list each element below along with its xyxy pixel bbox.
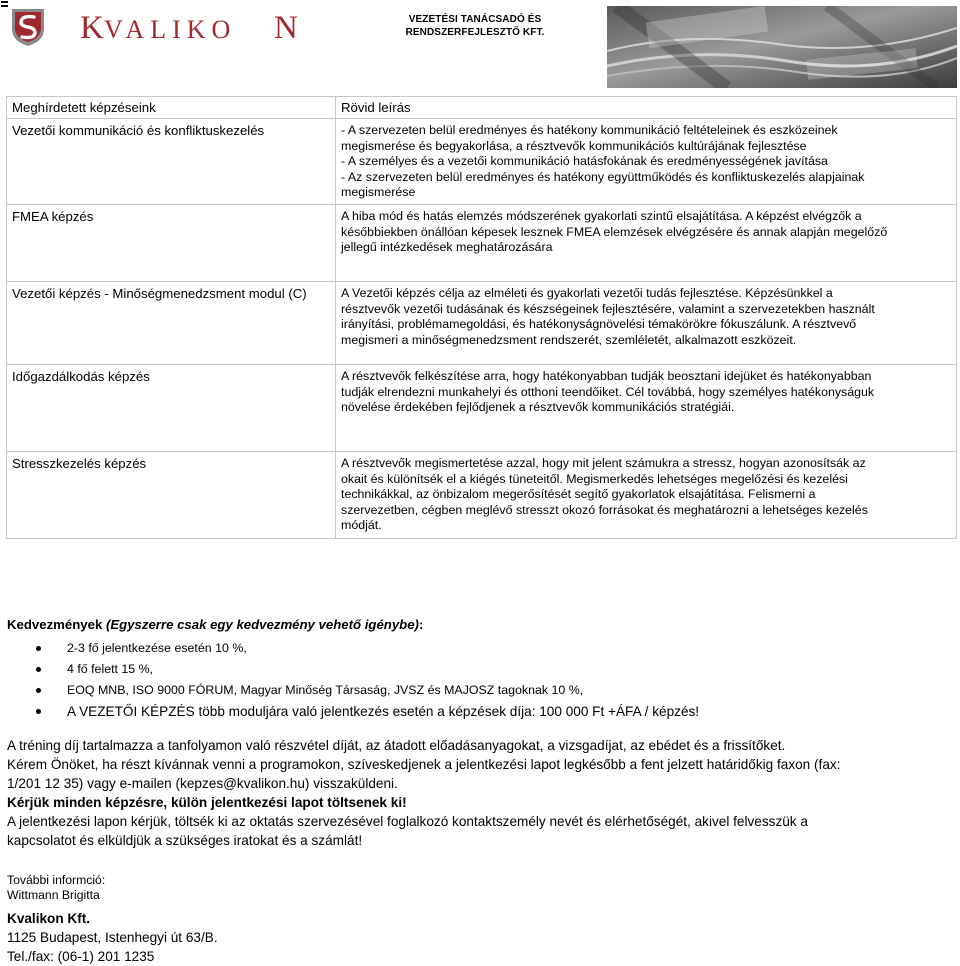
training-description — [336, 282, 957, 365]
description-line: tudják elrendezni munkahelyi és otthoni teendőiket. Cél továbbá, hogy személyes hatékonyságuk — [341, 384, 875, 399]
benefits-title-colon: : — [418, 617, 424, 632]
table-row — [7, 205, 957, 282]
training-name: Vezetői kommunikáció és konfliktuskezelés — [7, 119, 336, 205]
description-line: növelése érdekében fejlődjenek a résztvevők kommunikációs stratégiái. — [341, 400, 735, 415]
description-line: okait és különítsék el a kiégés tüneteitől. Megismerkedés lehetséges megelőzési és kezelési — [341, 471, 848, 486]
company-heading-line2: RENDSZERFEJLESZTŐ KFT. — [405, 27, 545, 38]
description-line: - Az szervezeten belül eredményes és hatékony együttműködés és konfliktuskezelés alapjainak — [341, 169, 865, 184]
training-name: Stresszkezelés képzés — [7, 452, 336, 539]
svg-text:K: K — [80, 10, 105, 46]
description-line: A résztvevők megismertetése azzal, hogy mit jelent számukra a stressz, hogyan azonosítsák az — [341, 456, 866, 471]
description-line: A hiba mód és hatás elemzés módszerének gyakorlati szintű elsajátítása. A képzést elvégzők a — [341, 209, 862, 224]
description-line: későbbiekben önállóan képesek lesznek FMEA elemzések elvégzésére és annak alapján megelőző — [341, 224, 888, 239]
list-item — [7, 659, 952, 680]
benefit-text: 4 fő felett 15 %, — [67, 662, 154, 676]
description-line: A résztvevők felkészítése arra, hogy hatékonyabban tudják beosztani idejüket és hatékonyabban — [341, 369, 872, 384]
description-line: résztvevők vezetői tudásának és készségeinek fejlesztésére, valamint a szervezetekben használt — [341, 301, 875, 316]
contact-address: 1125 Budapest, Istenhegyi út 63/B. — [7, 930, 218, 945]
description-line: A Vezetői képzés célja az elméleti és gyakorlati vezetői tudás fejlesztése. Képzésünkkel a — [341, 286, 833, 301]
description-line: szervezetben, cégben meglévő stresszt okozó forrásokat és meghatározni a lehetséges kezelés — [341, 502, 868, 517]
header-photo — [607, 6, 957, 88]
training-name: FMEA képzés — [7, 205, 336, 282]
training-name: Időgazdálkodás képzés — [7, 365, 336, 452]
contact-section — [7, 873, 407, 966]
contact-phone: Tel./fax: (06-1) 201 1235 — [7, 949, 155, 964]
registration-request-line2: 1/201 12 35) vagy e-mailen (kepzes@kvalikon.hu) visszaküldeni. — [7, 776, 398, 791]
registration-request-text — [7, 755, 952, 793]
benefits-title-note: (Egyszerre csak egy kedvezmény vehető igénybe) — [105, 617, 419, 632]
description-line: technikákkal, az önbizalom megerősítését segítő gyakorlatok elsajátítása. Felismerni a — [341, 487, 816, 502]
table-row — [7, 452, 957, 539]
benefits-section — [7, 617, 952, 722]
bullet-icon — [36, 646, 41, 651]
list-item — [7, 638, 952, 659]
description-line: módját. — [341, 518, 382, 533]
svg-text:N: N — [274, 10, 298, 46]
fee-includes-text: A tréning díj tartalmazza a tanfolyamon való részvétel díját, az átadott előadásanyagokat, a vizsgadíjat, az ebédet és a frissítőket. — [7, 738, 786, 753]
training-description — [336, 365, 957, 452]
training-description — [336, 205, 957, 282]
bullet-icon — [36, 709, 41, 714]
company-heading — [380, 13, 570, 39]
description-line: - A személyes és a vezetői kommunikáció hatásfokának és eredményességének javítása — [341, 154, 828, 169]
benefit-text: EOQ MNB, ISO 9000 FÓRUM, Magyar Minőség Társaság, JVSZ és MAJOSZ tagoknak 10 %, — [67, 683, 584, 697]
company-heading-line1: VEZETÉSI TANÁCSADÓ ÉS — [408, 14, 542, 25]
kvalikon-logo — [8, 5, 320, 47]
benefits-title-main: Kedvezmények — [7, 617, 106, 632]
contact-person-request-line1: A jelentkezési lapon kérjük, töltsék ki az oktatás szervezésével foglalkozó kontaktszemély nevét és elérhetőségét, akivel felvesszük a — [7, 814, 808, 829]
contact-person-request-text — [7, 812, 952, 850]
benefit-text: 2-3 fő jelentkezése esetén 10 %, — [67, 641, 247, 655]
corner-marker — [1, 1, 8, 7]
benefit-text: A VEZETŐI KÉPZÉS több moduljára való jelentkezés esetén a képzések díja: 100 000 Ft +ÁFA / képzés! — [67, 704, 700, 719]
description-line: - A szervezeten belül eredményes és hatékony kommunikáció feltételeinek és eszközeinek — [341, 123, 838, 138]
list-item — [7, 701, 952, 722]
contact-company: Kvalikon Kft. — [7, 911, 91, 926]
further-info-label: További informció: — [7, 873, 106, 887]
table-row — [7, 365, 957, 452]
col-header-description: Rövid leírás — [336, 97, 957, 119]
table-row — [7, 282, 957, 365]
description-line: jellegű intézkedések meghatározására — [341, 240, 553, 255]
separate-form-notice: Kérjük minden képzésre, külön jelentkezési lapot töltsenek ki! — [7, 795, 407, 810]
training-description — [336, 119, 957, 205]
svg-text:VALIKO: VALIKO — [104, 15, 237, 44]
description-line: megismerése — [341, 185, 416, 200]
registration-request-line1: Kérem Önöket, ha részt kívánnak venni a programokon, szíveskedjenek a jelentkezési lapot legkésőbb a fent jelzett határidőkig faxon (fax: — [7, 757, 841, 772]
benefits-title — [7, 617, 952, 632]
col-header-trainings: Meghírdetett képzéseink — [7, 97, 336, 119]
contact-person: Wittmann Brigitta — [7, 888, 100, 902]
bullet-icon — [36, 688, 41, 693]
training-name: Vezetői képzés - Minőségmenedzsment modul (C) — [7, 282, 336, 365]
bullet-icon — [36, 667, 41, 672]
trainings-table — [6, 96, 957, 539]
training-description — [336, 452, 957, 539]
list-item — [7, 680, 952, 701]
notes-section — [7, 736, 952, 850]
description-line: irányítási, problémamegoldási, és hatékonyságnövelési témakörökre fókuszálunk. A résztvevő — [341, 317, 857, 332]
contact-person-request-line2: kapcsolatot és elküldjük a szükséges iratokat és a számlát! — [7, 833, 363, 848]
table-header-row — [7, 97, 957, 119]
table-row — [7, 119, 957, 205]
description-line: megismeri a minőségmenedzsment rendszerét, szemléletét, alkalmazott eszközeit. — [341, 332, 797, 347]
benefits-list — [7, 638, 952, 722]
description-line: megismerése és begyakorlása, a résztvevők kommunikációs kultúrájának fejlesztése — [341, 138, 807, 153]
